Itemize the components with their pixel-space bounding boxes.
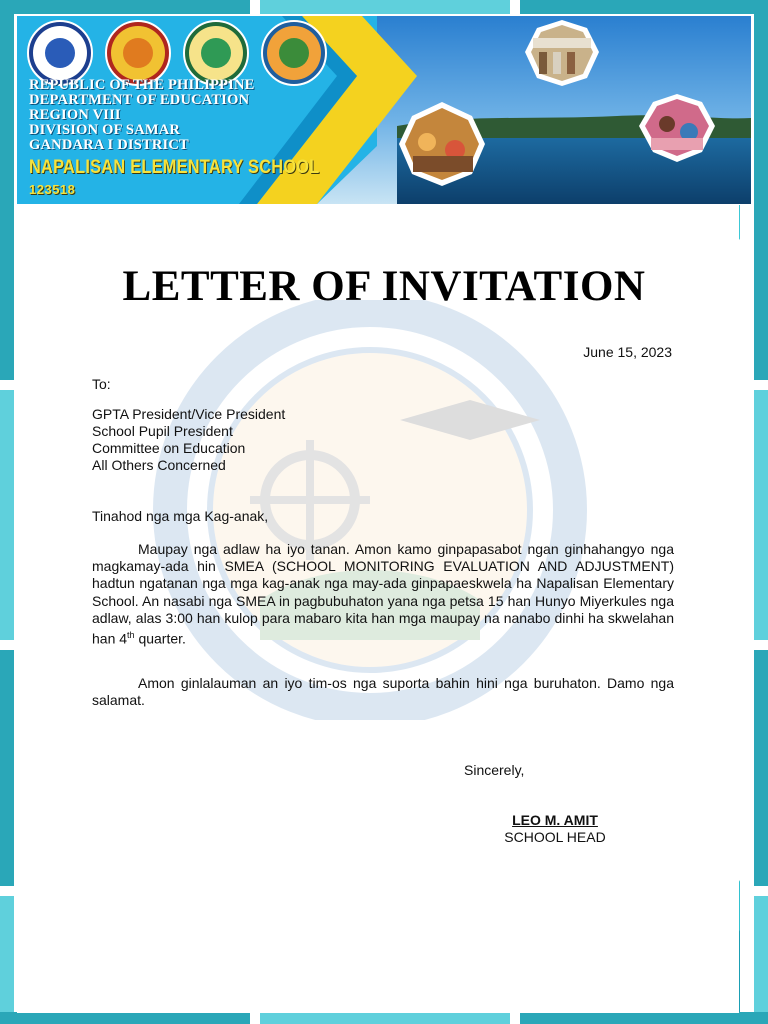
signature-block [460, 812, 650, 846]
recipient-item: All Others Concerned [92, 457, 226, 473]
recipient-list [92, 406, 285, 474]
recipient-item: GPTA President/Vice President [92, 406, 286, 422]
body-paragraph-1-end: quarter. [134, 630, 186, 647]
napalisan-elementary-school-seal-icon [261, 20, 327, 86]
body-paragraph-2 [92, 675, 674, 709]
salutation: Tinahod nga mga Kag-anak, [92, 508, 269, 524]
ordinal-suffix: th [127, 630, 135, 641]
school-id: 123518 [29, 182, 76, 197]
school-header-banner [17, 16, 751, 204]
header-line-republic: REPUBLIC OF THE PHILIPPINE [29, 77, 255, 93]
school-name: NAPALISAN ELEMENTARY SCHOOL [29, 157, 320, 178]
letter-title: LETTER OF INVITATION [122, 263, 646, 310]
letter-date: June 15, 2023 [583, 344, 672, 360]
header-line-region: REGION VIII [29, 107, 121, 123]
to-label: To: [92, 376, 111, 392]
header-line-department: DEPARTMENT OF EDUCATION [29, 92, 250, 108]
header-text-lines [29, 78, 359, 153]
body-paragraph-1 [92, 541, 674, 648]
closing: Sincerely, [464, 762, 525, 778]
header-line-district: GANDARA I DISTRICT [29, 137, 189, 153]
header-line-division: DIVISION OF SAMAR [29, 122, 181, 138]
recipient-item: School Pupil President [92, 423, 233, 439]
body-paragraph-1-text: Maupay nga adlaw ha iyo tanan. Amon kamo ginpapasabot ngan ginhahangyo nga magkamay-ada hin SMEA (SCHOOL MONITORING EVALUATION AND ADJUSTMENT) hadtun ngatanan nga mga kag-anak nga may-ada ginpapaeskwela ha Napalisan Elementary School. An nasabi nga SMEA in pagbubuhaton yana nga petsa 15 han Hunyo Miyerkules nga adlaw, alas 3:00 han kulop para mabaro kita han mga maupay na nanabo dinhi ha skwelahan han 4 [92, 541, 674, 647]
signer-title: SCHOOL HEAD [504, 829, 606, 845]
signer-name: LEO M. AMIT [512, 812, 598, 828]
body-paragraph-2-text: Amon ginlalauman an iyo tim-os nga suporta bahin hini nga buruhaton. Damo nga salamat. [92, 675, 674, 709]
recipient-item: Committee on Education [92, 440, 246, 456]
